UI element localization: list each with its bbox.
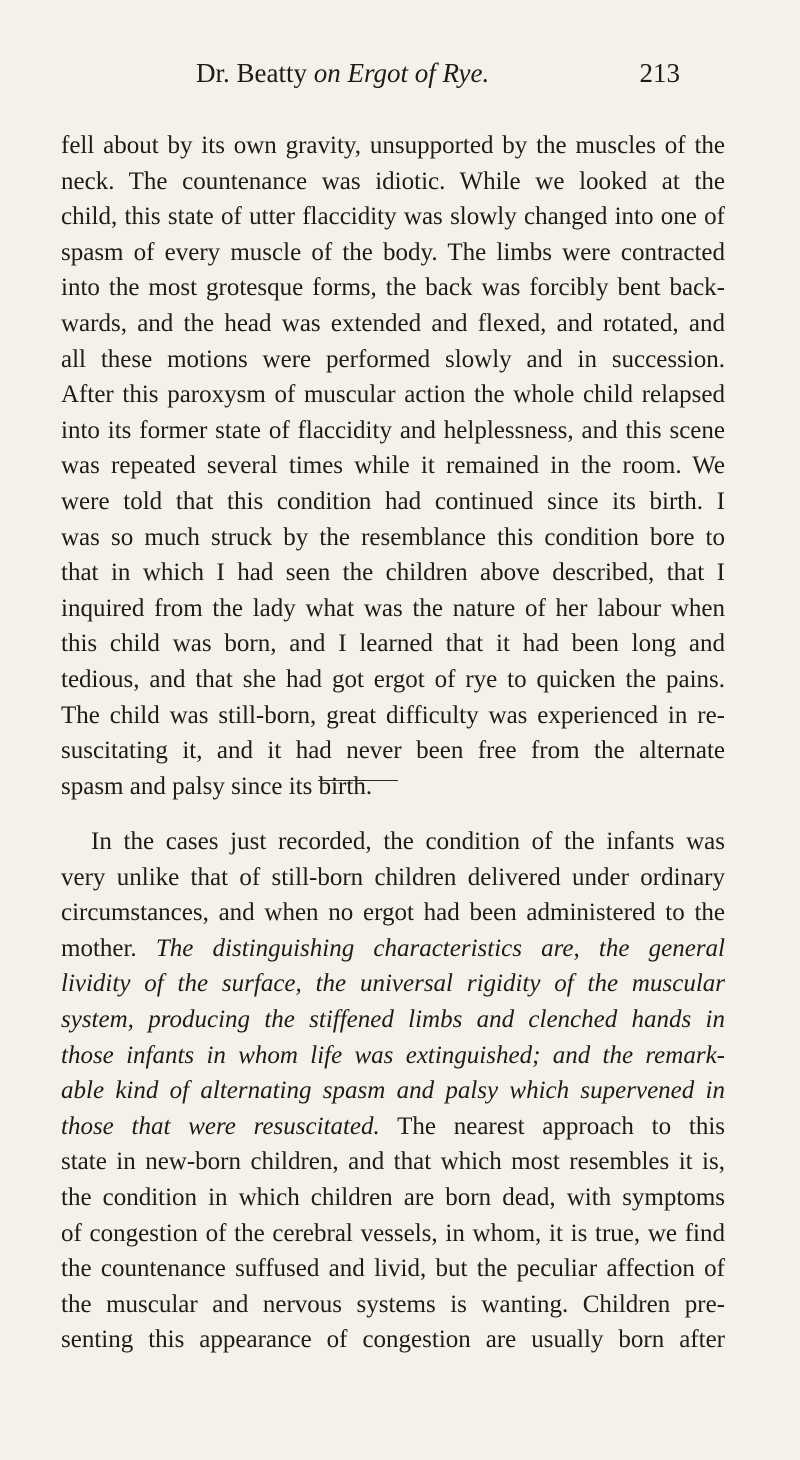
text-line: the condition in which children are born dead, with symptoms: [61, 1183, 725, 1211]
running-title: [196, 58, 489, 89]
text-line: spasm and palsy since its birth.: [61, 772, 373, 800]
text-line: neck. The countenance was idiotic. While we looked at the: [61, 167, 725, 195]
text-line: child, this state of utter flaccidity was slowly changed into one of: [61, 203, 725, 231]
text-run: mother.: [61, 934, 156, 962]
text-line: that in which I had seen the children above described, that I: [61, 559, 725, 587]
text-line: inquired from the lady what was the nature of her labour when: [61, 594, 725, 622]
header-subject-2: of: [414, 58, 436, 88]
text-line: senting this appearance of congestion are usually born after: [61, 1326, 725, 1354]
text-line: were told that this condition had continued since its birth. I: [61, 487, 725, 515]
text-line: those infants in whom life was extinguished; and the remark-: [61, 1041, 725, 1069]
text-run: The nearest approach to this: [379, 1112, 726, 1140]
text-line: very unlike that of still-born children delivered under ordinary: [61, 863, 725, 891]
header-connector: on: [313, 58, 341, 88]
text-line: [61, 824, 725, 860]
header-subject-3: Rye.: [442, 58, 490, 88]
text-line: was so much struck by the resemblance this condition bore to: [61, 523, 725, 551]
text-line: tedious, and that she had got ergot of rye to quicken the pains.: [61, 665, 725, 693]
header-subject-1: Ergot: [347, 58, 408, 88]
paragraph-2: [61, 824, 725, 1358]
text-line: [61, 931, 725, 967]
text-line: was repeated several times while it remained in the room. We: [61, 452, 725, 480]
section-divider: [318, 780, 398, 781]
text-line: of congestion of the cerebral vessels, in whom, it is true, we find: [61, 1219, 725, 1247]
text-line: lividity of the surface, the universal rigidity of the muscular: [61, 970, 725, 998]
italic-run: those that were resuscitated.: [61, 1112, 380, 1140]
text-line: into its former state of flaccidity and helplessness, and this scene: [61, 416, 725, 444]
text-line: this child was born, and I learned that it had been long and: [61, 630, 725, 658]
text-line: suscitating it, and it had never been free from the alternate: [61, 737, 725, 765]
text-line: the countenance suffused and livid, but the peculiar affection of: [61, 1255, 725, 1283]
page-number: 213: [639, 58, 680, 88]
text-line: all these motions were performed slowly and in succession.: [61, 345, 725, 373]
text-line: system, producing the stiffened limbs and clenched hands in: [61, 1005, 725, 1033]
italic-run: The distinguishing characteristics are, the general: [155, 934, 726, 962]
text-line: state in new-born children, and that which most resembles it is,: [61, 1148, 725, 1176]
text-line: [61, 1109, 725, 1145]
text-line: fell about by its own gravity, unsupported by the muscles of the: [61, 132, 725, 159]
text-line: the muscular and nervous systems is wanting. Children pre-: [61, 1290, 725, 1318]
text-line: The child was still-born, great difficulty was experienced in re-: [61, 701, 725, 729]
text-line: After this paroxysm of muscular action the whole child relapsed: [61, 381, 725, 409]
text-run: In the cases just recorded, the condition of the infants was: [91, 828, 725, 855]
text-line: able kind of alternating spasm and palsy which supervened in: [61, 1077, 725, 1105]
text-line: spasm of every muscle of the body. The limbs were contracted: [61, 238, 725, 266]
header-author: Dr. Beatty: [196, 58, 307, 88]
text-line: circumstances, and when no ergot had been administered to the: [61, 899, 725, 927]
text-line: wards, and the head was extended and flexed, and rotated, and: [61, 309, 725, 337]
text-line: into the most grotesque forms, the back was forcibly bent back-: [61, 274, 725, 302]
paragraph-1: [61, 128, 725, 804]
